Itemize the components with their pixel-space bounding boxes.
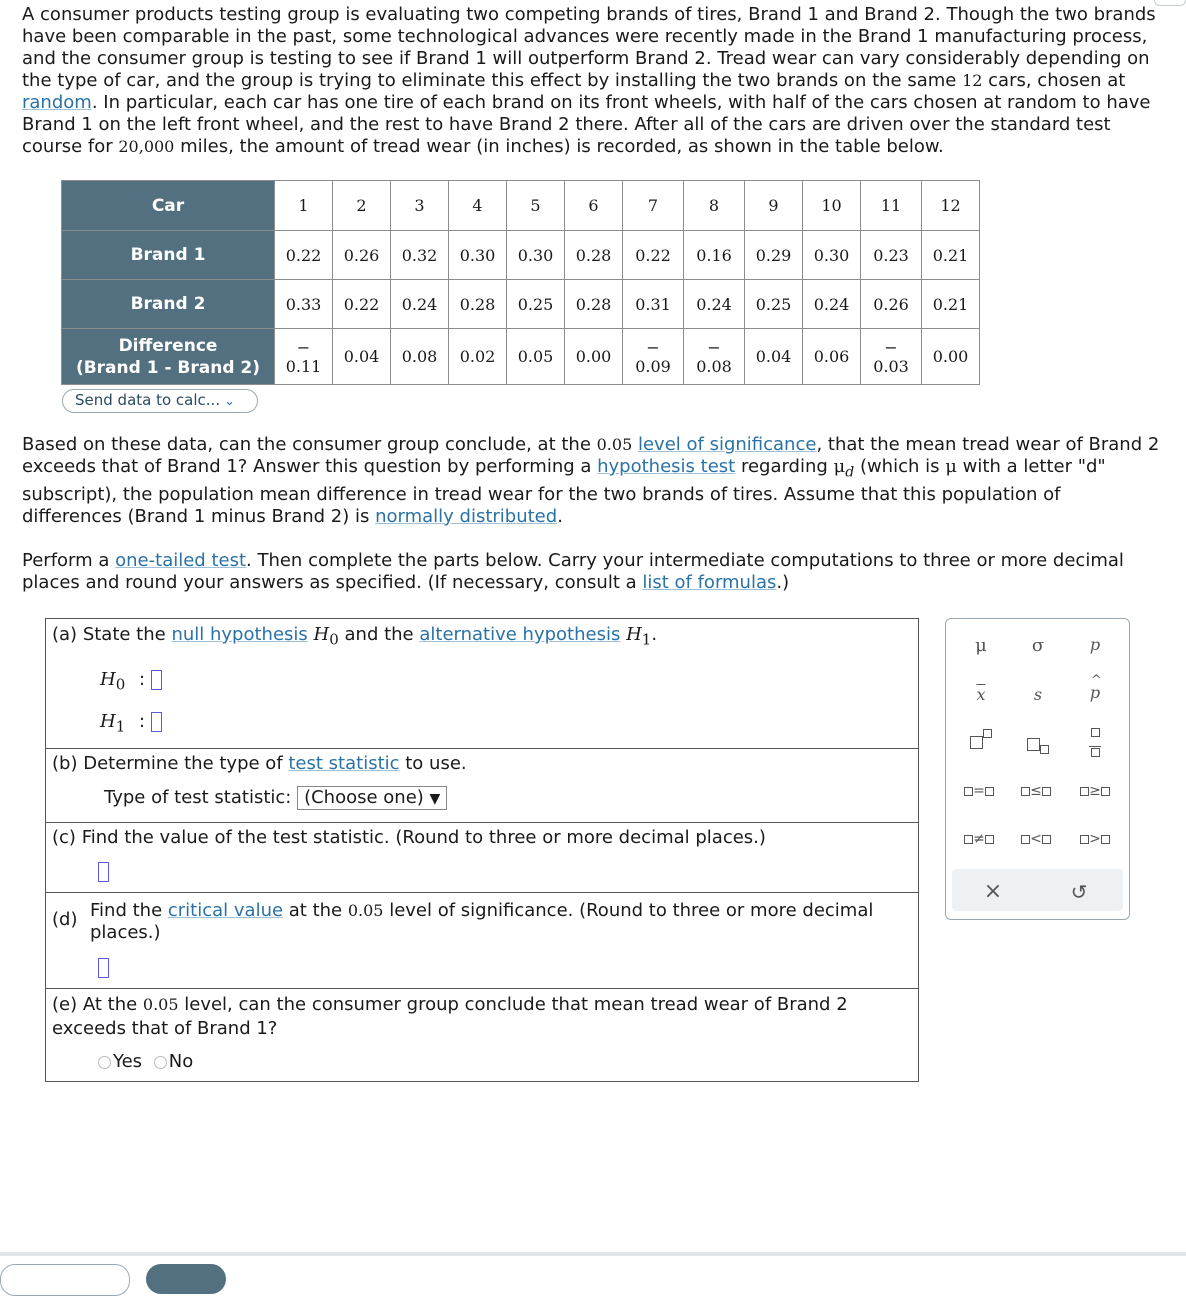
car-number: 4 — [449, 181, 507, 231]
brand1-cell: 0.30 — [803, 231, 861, 280]
part-a-text: State the — [82, 624, 172, 645]
subscript-key[interactable] — [1013, 733, 1063, 754]
square-icon — [964, 787, 973, 796]
intro-num-cars: 12 — [962, 71, 983, 90]
link-hypothesis-test[interactable]: hypothesis test — [597, 456, 736, 477]
h1-label-subscript: 1 — [115, 717, 126, 736]
s-key[interactable]: s — [1033, 685, 1043, 704]
brand1-cell: 0.26 — [333, 231, 391, 280]
divider — [46, 748, 918, 749]
footer-divider — [0, 1252, 1186, 1256]
phat-letter: p — [1089, 683, 1101, 702]
brand2-cell: 0.24 — [684, 280, 745, 329]
difference-cell: − 0.08 — [684, 329, 745, 385]
square-icon — [985, 787, 994, 796]
alpha-value: 0.05 — [596, 435, 633, 454]
difference-cell: − 0.11 — [275, 329, 333, 385]
para-text: regarding — [735, 456, 834, 477]
ge-symbol: ≥ — [1089, 783, 1101, 799]
alpha-value: 0.05 — [347, 901, 384, 920]
part-a-label: (a) — [52, 624, 78, 645]
link-normally-distributed[interactable]: normally distributed — [375, 505, 558, 527]
car-number: 3 — [391, 181, 449, 231]
difference-cell: 0.02 — [449, 329, 507, 385]
problem-intro — [22, 4, 1162, 158]
brand1-cell: 0.28 — [565, 231, 623, 280]
test-statistic-select[interactable] — [297, 786, 447, 810]
part-a-text: . — [651, 624, 658, 645]
clear-icon[interactable]: × — [983, 879, 1003, 904]
h1-label: H — [100, 711, 116, 732]
critical-value-input-row — [98, 957, 109, 978]
brand2-cell: 0.22 — [333, 280, 391, 329]
subscript-d: d — [845, 464, 855, 481]
send-data-button[interactable] — [62, 389, 258, 413]
part-c-label: (c) — [52, 827, 76, 848]
chevron-down-icon: ⌄ — [224, 394, 235, 409]
lt-symbol: < — [1030, 831, 1042, 847]
car-number: 7 — [623, 181, 684, 231]
brand2-cell: 0.24 — [803, 280, 861, 329]
intro-text-1: A consumer products testing group is evaluating two competing brands of tires, Brand 1 and Brand 2. Though the two brands have been comparable in the past, some technological advances were recently made in the Brand 1 manufacturing process, and the consumer group is testing to see if Brand 1 will outperform Brand 2. Tread wear can vary considerably depending on the type of car, and the group is trying to eliminate this effect by installing the two brands on the same — [22, 4, 1156, 91]
part-a-text: and the — [338, 624, 420, 645]
difference-cell: − 0.03 — [861, 329, 922, 385]
square-icon — [1021, 835, 1030, 844]
part-d-prompt — [90, 900, 890, 944]
brand2-cell: 0.33 — [275, 280, 333, 329]
brand1-cell: 0.29 — [745, 231, 803, 280]
square-icon — [1021, 787, 1030, 796]
h1-answer-input[interactable] — [151, 712, 162, 732]
part-e-text: At the — [82, 994, 143, 1015]
brand1-cell: 0.21 — [922, 231, 980, 280]
test-statistic-input[interactable] — [98, 862, 109, 882]
ne-symbol: ≠ — [973, 831, 985, 847]
para-text: . — [557, 505, 563, 527]
intro-text-4: miles, the amount of tread wear (in inches) is recorded, as shown in the table below. — [174, 136, 944, 157]
difference-cell: 0.08 — [391, 329, 449, 385]
square-icon — [1101, 835, 1110, 844]
difference-cell: 0.06 — [803, 329, 861, 385]
brand1-cell: 0.32 — [391, 231, 449, 280]
equals-key[interactable] — [954, 783, 1004, 799]
symbol-palette — [945, 618, 1130, 920]
part-e-text: level, can the consumer group conclude that mean tread wear of Brand 2 exceeds that of Brand 1? — [52, 994, 848, 1039]
link-level-of-significance[interactable]: level of significance — [637, 434, 817, 455]
square-icon — [964, 835, 973, 844]
brand2-cell: 0.25 — [507, 280, 565, 329]
link-alternative-hypothesis[interactable]: alternative hypothesis — [419, 624, 621, 645]
car-number: 9 — [745, 181, 803, 231]
divider — [46, 892, 918, 893]
brand1-cell: 0.22 — [623, 231, 684, 280]
h1-symbol: H — [626, 624, 642, 645]
colon: : — [138, 711, 146, 732]
part-c-text: Find the value of the test statistic. (Round to three or more decimal places.) — [81, 827, 766, 848]
superscript-key[interactable] — [956, 731, 1006, 752]
sigma-key[interactable]: σ — [1031, 635, 1045, 656]
brand2-cell: 0.28 — [449, 280, 507, 329]
part-c-prompt — [52, 827, 766, 848]
part-d-text: level of significance. (Round to three or more decimal places.) — [90, 900, 874, 943]
para-text: (which is — [854, 456, 946, 477]
square-icon — [985, 835, 994, 844]
part-b-label: (b) — [52, 753, 78, 774]
header-brand2: Brand 2 — [62, 280, 275, 329]
h1-subscript: 1 — [641, 630, 652, 649]
square-icon — [1101, 787, 1110, 796]
link-list-of-formulas[interactable]: list of formulas — [642, 572, 777, 593]
car-number: 2 — [333, 181, 391, 231]
para-text: .) — [776, 572, 790, 593]
part-d-text: Find the — [90, 900, 168, 921]
difference-cell: 0.00 — [922, 329, 980, 385]
square-icon — [983, 729, 992, 738]
para-text: Based on these data, can the consumer group conclude, at the — [22, 434, 597, 455]
divider — [46, 988, 918, 989]
undo-icon[interactable]: ↺ — [1070, 880, 1088, 904]
part-a-prompt — [52, 624, 657, 649]
mu-key[interactable]: μ — [975, 635, 987, 656]
mu-symbol: μ — [945, 456, 957, 477]
table-row-car — [62, 181, 980, 231]
mu-symbol: μ — [833, 456, 846, 477]
h0-answer-input[interactable] — [151, 670, 162, 690]
le-symbol: ≤ — [1030, 783, 1042, 799]
not-equal-key[interactable] — [954, 831, 1004, 847]
brand2-cell: 0.21 — [922, 280, 980, 329]
h1-row — [100, 711, 162, 736]
yes-label[interactable]: Yes — [113, 1051, 143, 1072]
part-b-text: to use. — [399, 753, 467, 774]
difference-cell: 0.00 — [565, 329, 623, 385]
less-equal-key[interactable] — [1011, 783, 1061, 799]
header-difference-line1: Difference — [118, 335, 218, 356]
colon: : — [138, 669, 146, 690]
caret-down-icon: ▼ — [429, 791, 441, 807]
scroll-handle[interactable] — [1154, 0, 1186, 6]
h0-subscript: 0 — [329, 630, 339, 649]
brand2-cell: 0.24 — [391, 280, 449, 329]
no-label[interactable]: No — [168, 1051, 194, 1072]
greater-equal-key[interactable] — [1070, 783, 1120, 799]
car-number: 6 — [565, 181, 623, 231]
para-text: , that the mean tread wear of Brand 2 exceeds that of Brand 1? Answer this question by performing a — [22, 434, 1160, 477]
brand2-cell: 0.31 — [623, 280, 684, 329]
yes-no-radios — [98, 1051, 193, 1072]
car-number: 12 — [922, 181, 980, 231]
test-statistic-label: Type of test statistic: — [104, 787, 292, 808]
car-number: 1 — [275, 181, 333, 231]
question-parts-box — [45, 618, 919, 1082]
critical-value-input[interactable] — [98, 958, 109, 978]
link-null-hypothesis[interactable]: null hypothesis — [171, 624, 308, 645]
brand1-cell: 0.16 — [684, 231, 745, 280]
p-key[interactable]: p — [1089, 635, 1101, 654]
gt-symbol: > — [1089, 831, 1101, 847]
part-d-text: at the — [283, 900, 348, 921]
link-one-tailed-test[interactable]: one-tailed test — [115, 550, 247, 571]
difference-cell: 0.04 — [745, 329, 803, 385]
brand1-cell: 0.30 — [449, 231, 507, 280]
header-difference-line2: (Brand 1 - Brand 2) — [75, 357, 261, 378]
phat-key[interactable] — [1070, 673, 1120, 702]
car-number: 8 — [684, 181, 745, 231]
car-number: 10 — [803, 181, 861, 231]
part-b-text: Determine the type of — [83, 753, 289, 774]
square-icon — [1091, 748, 1100, 757]
radio-yes[interactable] — [98, 1056, 111, 1069]
part-e-prompt — [52, 993, 872, 1041]
square-icon — [1080, 835, 1089, 844]
difference-cell: − 0.09 — [623, 329, 684, 385]
square-icon — [1080, 787, 1089, 796]
brand2-cell: 0.25 — [745, 280, 803, 329]
brand1-cell: 0.30 — [507, 231, 565, 280]
part-d-label: (d) — [52, 909, 78, 930]
h0-label: H — [100, 669, 116, 690]
car-number: 11 — [861, 181, 922, 231]
para-text: . Then complete the parts below. Carry your intermediate computations to three or more decimal places and round your answers as specified. (If necessary, consult a — [22, 550, 1124, 593]
radio-no[interactable] — [154, 1056, 167, 1069]
part-b-prompt — [52, 753, 467, 774]
difference-cell: 0.05 — [507, 329, 565, 385]
h0-label-subscript: 0 — [115, 675, 126, 694]
square-icon — [1091, 728, 1100, 737]
difference-cell: 0.04 — [333, 329, 391, 385]
brand1-cell: 0.22 — [275, 231, 333, 280]
part-e-label: (e) — [52, 994, 78, 1015]
car-number: 5 — [507, 181, 565, 231]
tread-wear-table — [61, 180, 980, 385]
header-brand1: Brand 1 — [62, 231, 275, 280]
square-icon — [1027, 738, 1040, 751]
square-icon — [1040, 745, 1049, 754]
header-difference — [62, 329, 275, 385]
link-test-statistic[interactable]: test statistic — [288, 753, 400, 774]
question-paragraph — [22, 434, 1162, 528]
test-statistic-input-row — [98, 861, 109, 882]
intro-text-3: . In particular, each car has one tire of each brand on its front wheels, with half of the cars chosen at random to have Brand 1 on the left front wheel, and the rest to have Brand 2 there. After all of the cars are driven over the standard test course for — [22, 92, 1151, 157]
footer-button-left[interactable] — [0, 1264, 130, 1296]
footer-button-check[interactable] — [146, 1264, 226, 1294]
square-icon — [1042, 787, 1051, 796]
table-row-brand1 — [62, 231, 980, 280]
fraction-key[interactable] — [1070, 727, 1120, 757]
brand2-cell: 0.28 — [565, 280, 623, 329]
link-critical-value[interactable]: critical value — [167, 900, 284, 921]
brand1-cell: 0.23 — [861, 231, 922, 280]
hat-icon: ^ — [1090, 673, 1102, 688]
equals-symbol: = — [973, 783, 985, 799]
table-row-difference — [62, 329, 980, 385]
greater-than-key[interactable] — [1070, 831, 1120, 847]
alpha-value: 0.05 — [142, 995, 179, 1014]
intro-text-2: cars, chosen at — [982, 70, 1126, 91]
intro-miles: 20,000 — [118, 137, 175, 156]
square-icon — [970, 736, 983, 749]
divider — [46, 822, 918, 823]
select-value: (Choose one) — [304, 787, 424, 808]
square-icon — [1042, 835, 1051, 844]
brand2-cell: 0.26 — [861, 280, 922, 329]
test-statistic-row — [104, 786, 447, 810]
less-than-key[interactable] — [1011, 831, 1061, 847]
para-text: with a letter "d" subscript), the population mean difference in tread wear for the two brands of tires. Assume that this population of differences (Brand 1 minus Brand 2) is — [22, 456, 1106, 527]
xbar-key[interactable]: $\overline{x}$ — [976, 685, 986, 704]
table-row-brand2 — [62, 280, 980, 329]
instructions-paragraph — [22, 550, 1162, 594]
header-car: Car — [62, 181, 275, 231]
h0-row — [100, 669, 162, 694]
send-data-label: Send data to calc... — [75, 391, 221, 409]
link-random[interactable]: random — [22, 92, 92, 113]
h0-symbol: H — [313, 624, 330, 645]
para-text: Perform a — [22, 550, 116, 571]
